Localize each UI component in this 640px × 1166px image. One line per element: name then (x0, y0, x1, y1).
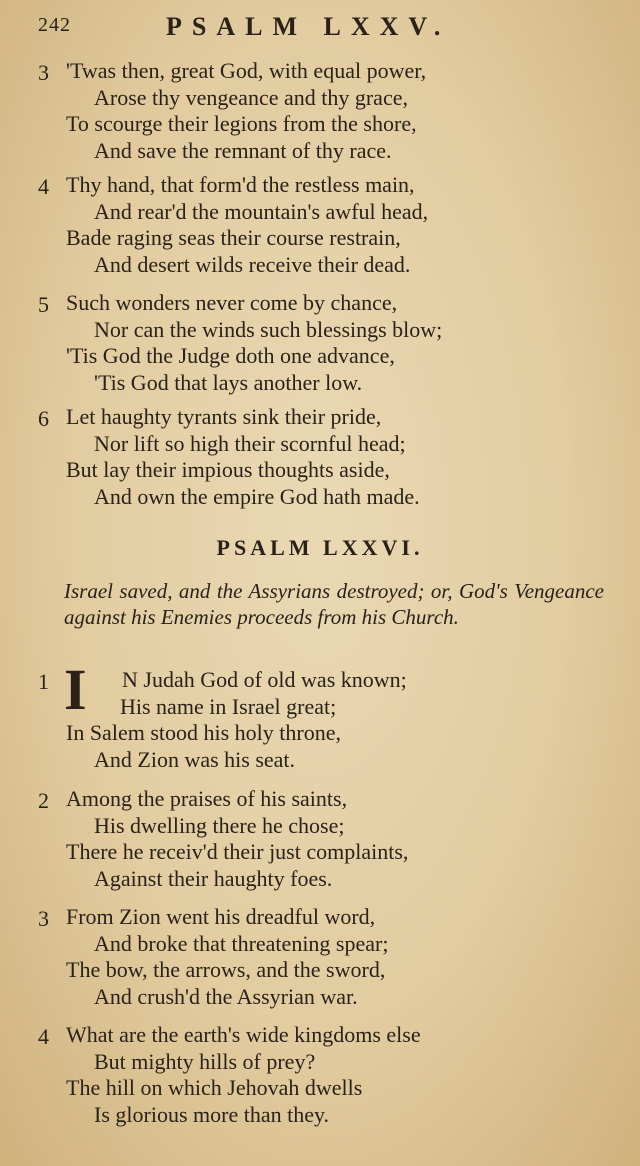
verse-line: Among the praises of his saints, (66, 786, 348, 811)
verse-line: Such wonders never come by chance, (66, 290, 398, 315)
stanza-number: 6 (38, 406, 49, 431)
verse-line: But mighty hills of prey? (94, 1048, 316, 1074)
verse-line: His dwelling there he chose; (94, 812, 345, 838)
verse-line: The bow, the arrows, and the sword, (66, 957, 386, 982)
verse-line: Nor can the winds such blessings blow; (94, 316, 443, 342)
verse-line: But lay their impious thoughts aside, (66, 457, 390, 482)
stanza-number: 5 (38, 292, 49, 317)
running-title: PSALM LXXV. (166, 12, 451, 41)
verse-line: Bade raging seas their course restrain, (66, 225, 401, 250)
stanza (38, 58, 612, 164)
stanza-number: 4 (38, 174, 49, 199)
verse-line: And own the empire God hath made. (94, 483, 420, 509)
stanza-number: 3 (38, 60, 49, 85)
verse-line: And rear'd the mountain's awful head, (94, 198, 429, 224)
psalm-argument: Israel saved, and the Assyrians destroyed; or, God's Vengeance against his Enemies proceeds from his Church. (64, 579, 604, 629)
verse-line: There he receiv'd their just complaints, (66, 839, 409, 864)
verse-line: And broke that threatening spear; (94, 930, 389, 956)
stanza-number: 2 (38, 788, 49, 813)
drop-cap: I (64, 657, 87, 722)
verse-line: To scourge their legions from the shore, (66, 111, 417, 136)
page-header (38, 10, 520, 42)
verse-line: Against their haughty foes. (94, 865, 333, 891)
verse-line: From Zion went his dreadful word, (66, 904, 376, 929)
verse-line: Thy hand, that form'd the restless main, (66, 172, 415, 197)
stanza (38, 904, 612, 1010)
stanza-number: 1 (38, 669, 49, 694)
stanza-number: 4 (38, 1024, 49, 1049)
verse-line: And Zion was his seat. (94, 746, 296, 772)
stanza (38, 404, 612, 510)
stanza (38, 786, 612, 892)
verse-line: The hill on which Jehovah dwells (66, 1075, 363, 1100)
verse-line: And save the remnant of thy race. (94, 137, 392, 163)
stanza (38, 172, 612, 278)
verse-line: 'Twas then, great God, with equal power, (66, 58, 427, 83)
page-number: 242 (38, 14, 71, 36)
verse-line: And crush'd the Assyrian war. (94, 983, 358, 1009)
stanza-number: 3 (38, 906, 49, 931)
stanza (38, 657, 612, 773)
verse-line: What are the earth's wide kingdoms else (66, 1022, 421, 1047)
psalm-title: PSALM LXXVI. (216, 535, 424, 560)
verse-line: Arose thy vengeance and thy grace, (94, 84, 408, 110)
verse-line: 'Tis God the Judge doth one advance, (66, 343, 395, 368)
stanza (38, 1022, 612, 1128)
verse-line: And desert wilds receive their dead. (94, 251, 411, 277)
verse-line: 'Tis God that lays another low. (94, 369, 363, 395)
verse-line: N Judah God of old was known; (122, 667, 407, 692)
stanza (38, 290, 612, 396)
verse-line: His name in Israel great; (120, 693, 337, 719)
verse-line: In Salem stood his holy throne, (66, 720, 341, 745)
verse-line: Nor lift so high their scornful head; (94, 430, 406, 456)
verse-line: Is glorious more than they. (94, 1101, 330, 1127)
verse-line: Let haughty tyrants sink their pride, (66, 404, 382, 429)
